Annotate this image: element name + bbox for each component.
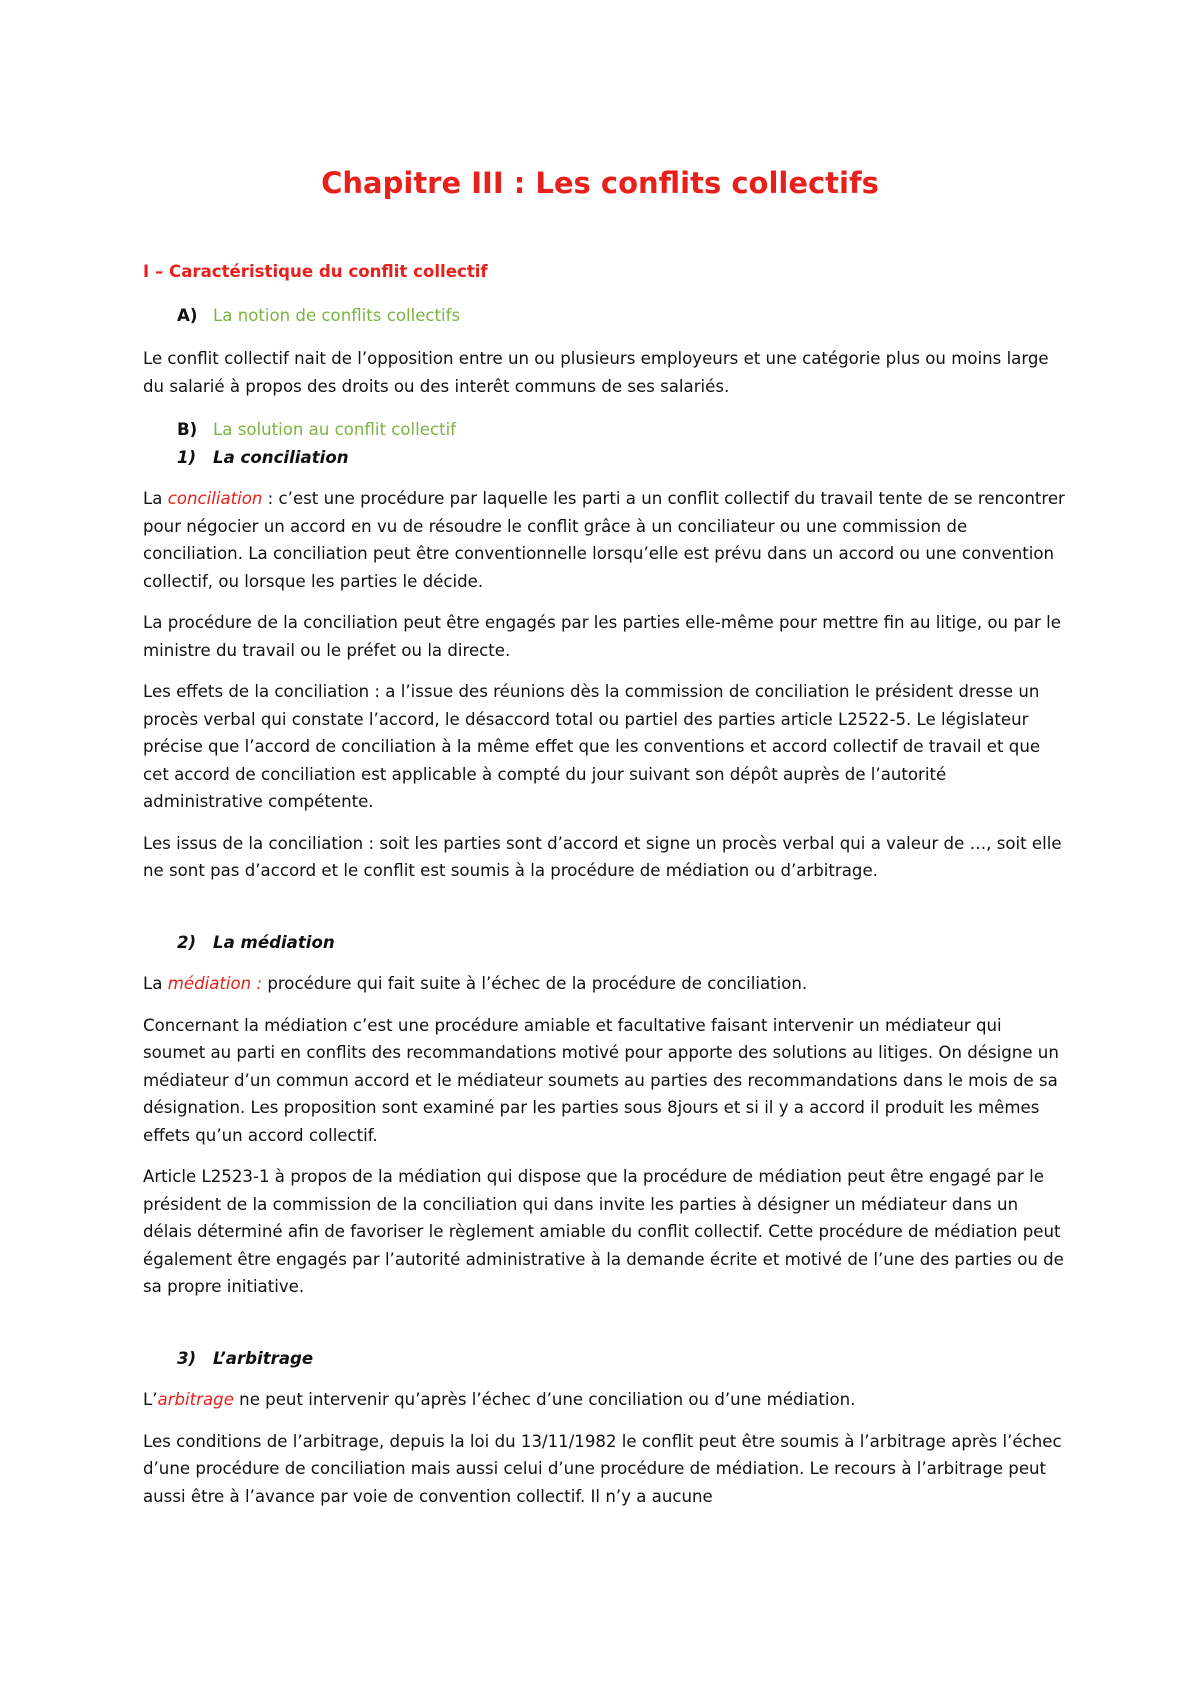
page-title: Chapitre III : Les conflits collectifs xyxy=(321,166,879,200)
list-marker: 3) xyxy=(177,1348,197,1368)
heading-conciliation-label: La conciliation xyxy=(213,447,349,467)
document-body xyxy=(143,258,1068,1510)
section-heading: I – Caractéristique du conflit collectif xyxy=(143,262,488,281)
paragraph-conciliation-definition xyxy=(143,485,1068,595)
list-marker: B) xyxy=(177,420,198,439)
paragraph-arbitrage-conditions: Les conditions de l’arbitrage, depuis la loi du 13/11/1982 le conflit peut être soumis à l’arbitrage après l’échec d’une procédure de conciliation mais aussi celui d’une procédure de médiation. Le recours à l’arbitrage peut aussi être à l’avance par voie de convention collectif. Il n’y a aucune xyxy=(143,1431,1062,1506)
heading-conciliation xyxy=(143,444,1068,472)
text-run: ne peut intervenir qu’après l’échec d’une conciliation ou d’une médiation. xyxy=(233,1390,856,1409)
term-mediation: médiation : xyxy=(167,974,263,993)
paragraph-mediation-article: Article L2523-1 à propos de la médiation qui dispose que la procédure de médiation peut être engagé par le président de la commission de la conciliation qui dans invite les parties à désigner un médiateur dans un délais déterminé afin de favoriser le règlement amiable du conflit collectif. Cette procédure de médiation peut également être engagés par l’autorité administrative à la demande écrite et motivé de l’une des parties ou de sa propre initiative. xyxy=(143,1167,1064,1296)
heading-mediation-label: La médiation xyxy=(213,932,335,952)
list-marker: 1) xyxy=(177,447,197,467)
subsection-b-label: La solution au conflit collectif xyxy=(213,420,457,439)
term-conciliation: conciliation xyxy=(167,489,263,508)
list-marker: A) xyxy=(177,305,198,325)
paragraph-conciliation-procedure: La procédure de la conciliation peut être engagés par les parties elle-même pour mettre fin au litige, ou par le ministre du travail ou le préfet ou la directe. xyxy=(143,613,1061,660)
paragraph-conciliation-outcomes: Les issus de la conciliation : soit les parties sont d’accord et signe un procès verbal qui a valeur de …, soit elle ne sont pas d’accord et le conflit est soumis à la procédure de médiation ou d’arbitrage. xyxy=(143,833,1062,880)
paragraph-conciliation-effects: Les effets de la conciliation : a l’issue des réunions dès la commission de conciliation le président dresse un procès verbal qui constate l’accord, le désaccord total ou partiel des parties article L2522-5. Le législateur précise que l’accord de conciliation à la même effet que les conventions et accord collectif de travail et que cet accord de conciliation est applicable à compté du jour suivant son dépôt auprès de l’autorité administrative compétente. xyxy=(143,682,1041,811)
text-run: La xyxy=(143,489,168,508)
text-run: procédure qui fait suite à l’échec de la procédure de conciliation. xyxy=(262,974,808,993)
text-run: L’ xyxy=(143,1390,158,1409)
subsection-a-label: La notion de conflits collectifs xyxy=(213,305,461,325)
subsection-b-heading xyxy=(143,416,1068,444)
heading-mediation xyxy=(143,929,1068,957)
paragraph-notion: Le conflit collectif nait de l’opposition entre un ou plusieurs employeurs et une catégorie plus ou moins large du salarié à propos des droits ou des interêt communs de ses salariés. xyxy=(143,349,1049,396)
paragraph-mediation-definition xyxy=(143,970,1068,998)
heading-arbitrage xyxy=(143,1345,1068,1373)
term-arbitrage: arbitrage xyxy=(157,1390,234,1409)
heading-arbitrage-label: L’arbitrage xyxy=(213,1348,314,1368)
subsection-a-heading xyxy=(143,302,1068,330)
list-marker: 2) xyxy=(177,932,197,952)
paragraph-mediation-description: Concernant la médiation c’est une procédure amiable et facultative faisant intervenir un médiateur qui soumet au parti en conflits des recommandations motivé pour apporte des solutions au litiges. On désigne un médiateur d’un commun accord et le médiateur soumets au parties des recommandations dans le mois de sa désignation. Les proposition sont examiné par les parties sous 8jours et si il y a accord il produit les mêmes effets qu’un accord collectif. xyxy=(143,1015,1059,1145)
paragraph-arbitrage-definition xyxy=(143,1386,1068,1414)
text-run: : c’est une procédure par laquelle les parti a un conflit collectif du travail tente de se rencontrer pour négocier un accord en vu de résoudre le conflit grâce à un conciliateur ou une commission de conciliation. La conciliation peut être conventionnelle lorsqu’elle est prévu dans un accord ou une convention collectif, ou lorsque les parties le décide. xyxy=(143,489,1065,591)
text-run: La xyxy=(143,974,168,993)
